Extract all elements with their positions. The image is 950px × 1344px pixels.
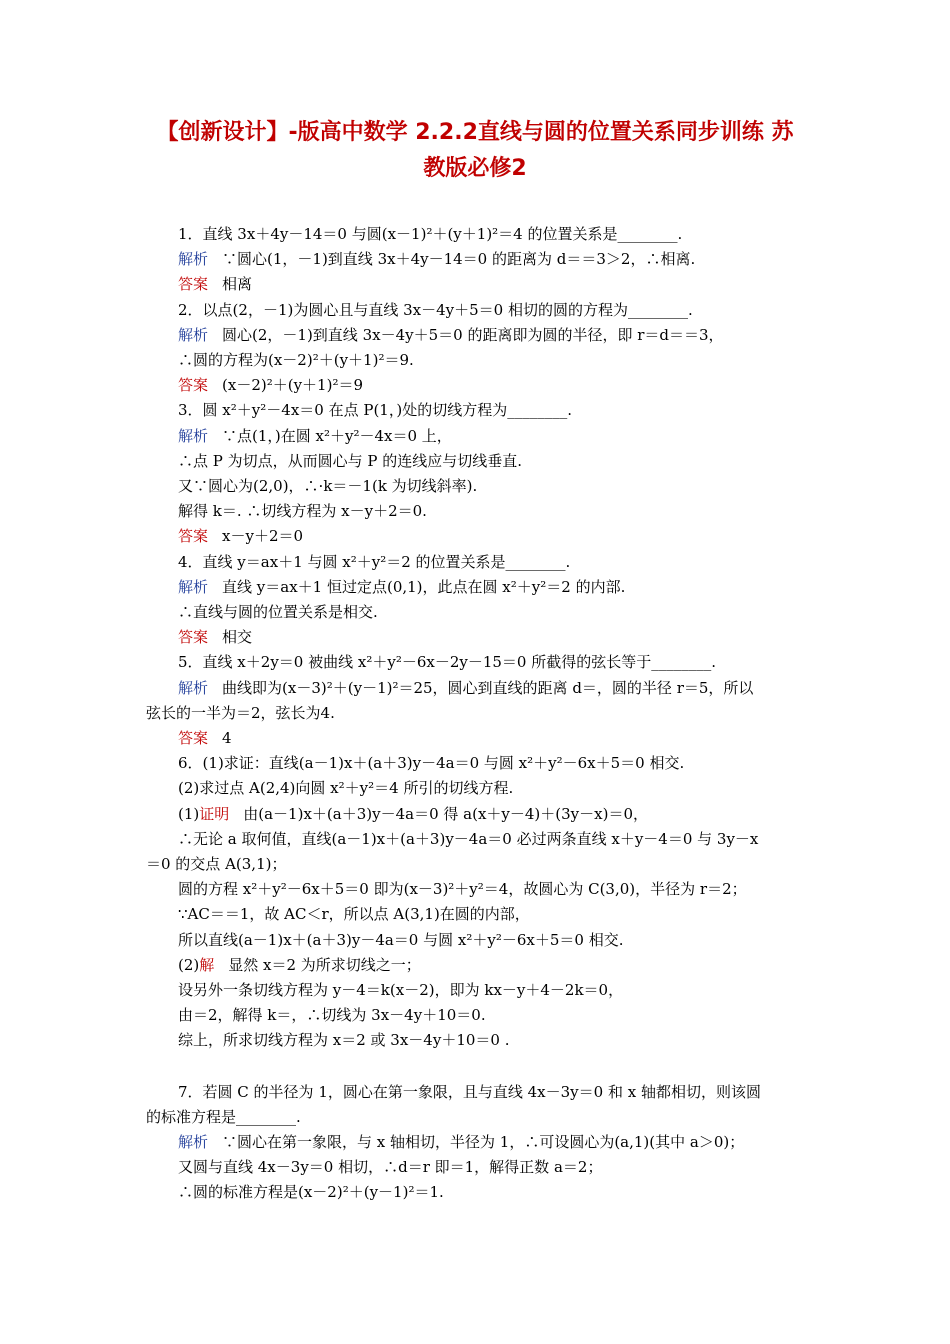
text-line <box>178 577 625 597</box>
line-text: 4．直线 y＝ax＋1 与圆 x²＋y²＝2 的位置关系是________. <box>178 553 571 571</box>
text-line <box>178 879 747 899</box>
text-line <box>178 930 623 950</box>
line-text: 曲线即为(x－3)²＋(y－1)²＝25，圆心到直线的距离 d＝，圆的半径 r＝5，所以 <box>222 679 754 697</box>
document-title-line-2: 教版必修2 <box>423 156 527 181</box>
line-text: 又∵圆心为(2,0)，∴·k＝－1(k 为切线斜率). <box>178 477 478 495</box>
line-text: ∴无论 a 取何值，直线(a－1)x＋(a＋3)y－4a＝0 必过两条直线 x＋y－4＝0 与 3y－x <box>178 830 759 848</box>
line-text: ∵圆心(1，－1)到直线 3x＋4y－14＝0 的距离为 d＝＝3＞2，∴相离. <box>222 250 696 268</box>
line-text: 综上，所求切线方程为 x＝2 或 3x－4y＋10＝0 . <box>178 1031 510 1049</box>
line-text: 圆心(2，－1)到直线 3x－4y＋5＝0 的距离即为圆的半径，即 r＝d＝＝3， <box>222 326 724 344</box>
line-text: 设另外一条切线方程为 y－4＝k(x－2)，即为 kx－y＋4－2k＝0， <box>178 981 624 999</box>
text-line <box>178 325 724 345</box>
line-text: ∵点(1，)在圆 x²＋y²－4x＝0 上， <box>222 427 452 445</box>
line-text: 2．以点(2，－1)为圆心且与直线 3x－4y＋5＝0 相切的圆的方程为________. <box>178 301 693 319</box>
line-text: 6．(1)求证：直线(a－1)x＋(a＋3)y－4a＝0 与圆 x²＋y²－6x＋5＝0 相交. <box>178 754 685 772</box>
line-text: ∵AC＝＝1，故 AC＜r，所以点 A(3,1)在圆的内部， <box>178 905 530 923</box>
line-text: 由(a－1)x＋(a＋3)y－4a＝0 得 a(x＋y－4)＋(3y－x)＝0， <box>243 805 648 823</box>
line-text: 所以直线(a－1)x＋(a＋3)y－4a＝0 与圆 x²＋y²－6x＋5＝0 相交. <box>178 931 624 949</box>
line-text: 相交 <box>222 628 253 646</box>
line-text: 4 <box>222 729 232 747</box>
text-line <box>178 1157 602 1177</box>
text-line <box>178 552 570 572</box>
line-text: 又圆与直线 4x－3y＝0 相切，∴d＝r 即＝1，解得正数 a＝2； <box>178 1158 603 1176</box>
text-line <box>178 678 753 698</box>
text-line <box>178 526 303 546</box>
analysis-label: 解析 <box>178 679 209 697</box>
line-text: 1．直线 3x＋4y－14＝0 与圆(x－1)²＋(y＋1)²＝4 的位置关系是________. <box>178 225 683 243</box>
line-text: 弦长的一半为＝2，弦长为4. <box>146 704 335 722</box>
line-text: (x－2)²＋(y＋1)²＝9 <box>222 376 364 394</box>
line-text: 显然 x＝2 为所求切线之一； <box>228 956 421 974</box>
text-line <box>178 955 421 975</box>
line-text: ∴点 P 为切点，从而圆心与 P 的连线应与切线垂直. <box>178 452 523 470</box>
part-prefix: (1) <box>178 805 200 823</box>
text-line <box>178 350 414 370</box>
text-line <box>178 904 530 924</box>
text-line <box>178 1005 486 1025</box>
text-line <box>178 829 758 849</box>
text-line <box>178 274 252 294</box>
analysis-label: 解析 <box>178 250 209 268</box>
text-line <box>178 1082 761 1102</box>
text-line <box>178 501 427 521</box>
line-text: x－y＋2＝0 <box>222 527 304 545</box>
text-line <box>178 602 378 622</box>
text-line <box>146 1107 301 1127</box>
proof-label: 证明 <box>199 805 230 823</box>
line-text: ∴直线与圆的位置关系是相交. <box>178 603 378 621</box>
text-line <box>178 804 648 824</box>
line-text: ∴圆的标准方程是(x－2)²＋(y－1)²＝1. <box>178 1183 444 1201</box>
text-line <box>178 728 232 748</box>
answer-label: 答案 <box>178 275 209 293</box>
answer-label: 答案 <box>178 628 209 646</box>
text-line <box>178 426 452 446</box>
document-title-line-1: 【创新设计】-版高中数学 2.2.2直线与圆的位置关系同步训练 苏 <box>156 120 794 145</box>
text-line <box>178 375 363 395</box>
text-line <box>178 1182 444 1202</box>
line-text: 直线 y＝ax＋1 恒过定点(0,1)，此点在圆 x²＋y²＝2 的内部. <box>222 578 626 596</box>
text-line <box>178 753 684 773</box>
line-text: 解得 k＝. ∴切线方程为 x－y＋2＝0. <box>178 502 427 520</box>
text-line <box>178 627 252 647</box>
line-text: 由＝2，解得 k＝，∴切线为 3x－4y＋10＝0. <box>178 1006 486 1024</box>
line-text: 3．圆 x²＋y²－4x＝0 在点 P(1，)处的切线方程为________. <box>178 401 572 419</box>
analysis-label: 解析 <box>178 427 209 445</box>
text-line <box>178 778 513 798</box>
line-text: 5．直线 x＋2y＝0 被曲线 x²＋y²－6x－2y－15＝0 所截得的弦长等于________. <box>178 653 717 671</box>
text-line <box>146 703 335 723</box>
analysis-label: 解析 <box>178 578 209 596</box>
text-line <box>178 451 522 471</box>
line-text: 7．若圆 C 的半径为 1，圆心在第一象限，且与直线 4x－3y＝0 和 x 轴都相切，则该圆 <box>178 1083 761 1101</box>
text-line <box>178 224 682 244</box>
text-line <box>178 400 572 420</box>
answer-label: 答案 <box>178 376 209 394</box>
text-line <box>178 300 693 320</box>
analysis-label: 解析 <box>178 326 209 344</box>
text-line <box>178 1030 510 1050</box>
text-line <box>178 249 695 269</box>
line-text: 的标准方程是________. <box>146 1108 301 1126</box>
analysis-label: 解析 <box>178 1133 209 1151</box>
part-prefix: (2) <box>178 956 200 974</box>
line-text: ＝0 的交点 A(3,1)； <box>146 855 287 873</box>
line-text: ∴圆的方程为(x－2)²＋(y＋1)²＝9. <box>178 351 414 369</box>
text-line <box>146 854 286 874</box>
text-line <box>178 1132 744 1152</box>
text-line <box>178 652 716 672</box>
text-line <box>178 476 477 496</box>
line-text: 圆的方程 x²＋y²－6x＋5＝0 即为(x－3)²＋y²＝4，故圆心为 C(3,0)，半径为 r＝2； <box>178 880 747 898</box>
line-text: (2)求过点 A(2,4)向圆 x²＋y²＝4 所引的切线方程. <box>178 779 514 797</box>
answer-label: 答案 <box>178 729 209 747</box>
text-line <box>178 980 623 1000</box>
answer-label: 答案 <box>178 527 209 545</box>
line-text: ∵圆心在第一象限，与 x 轴相切，半径为 1，∴可设圆心为(a,1)(其中 a＞0)； <box>222 1133 745 1151</box>
line-text: 相离 <box>222 275 253 293</box>
solve-label: 解 <box>199 956 215 974</box>
